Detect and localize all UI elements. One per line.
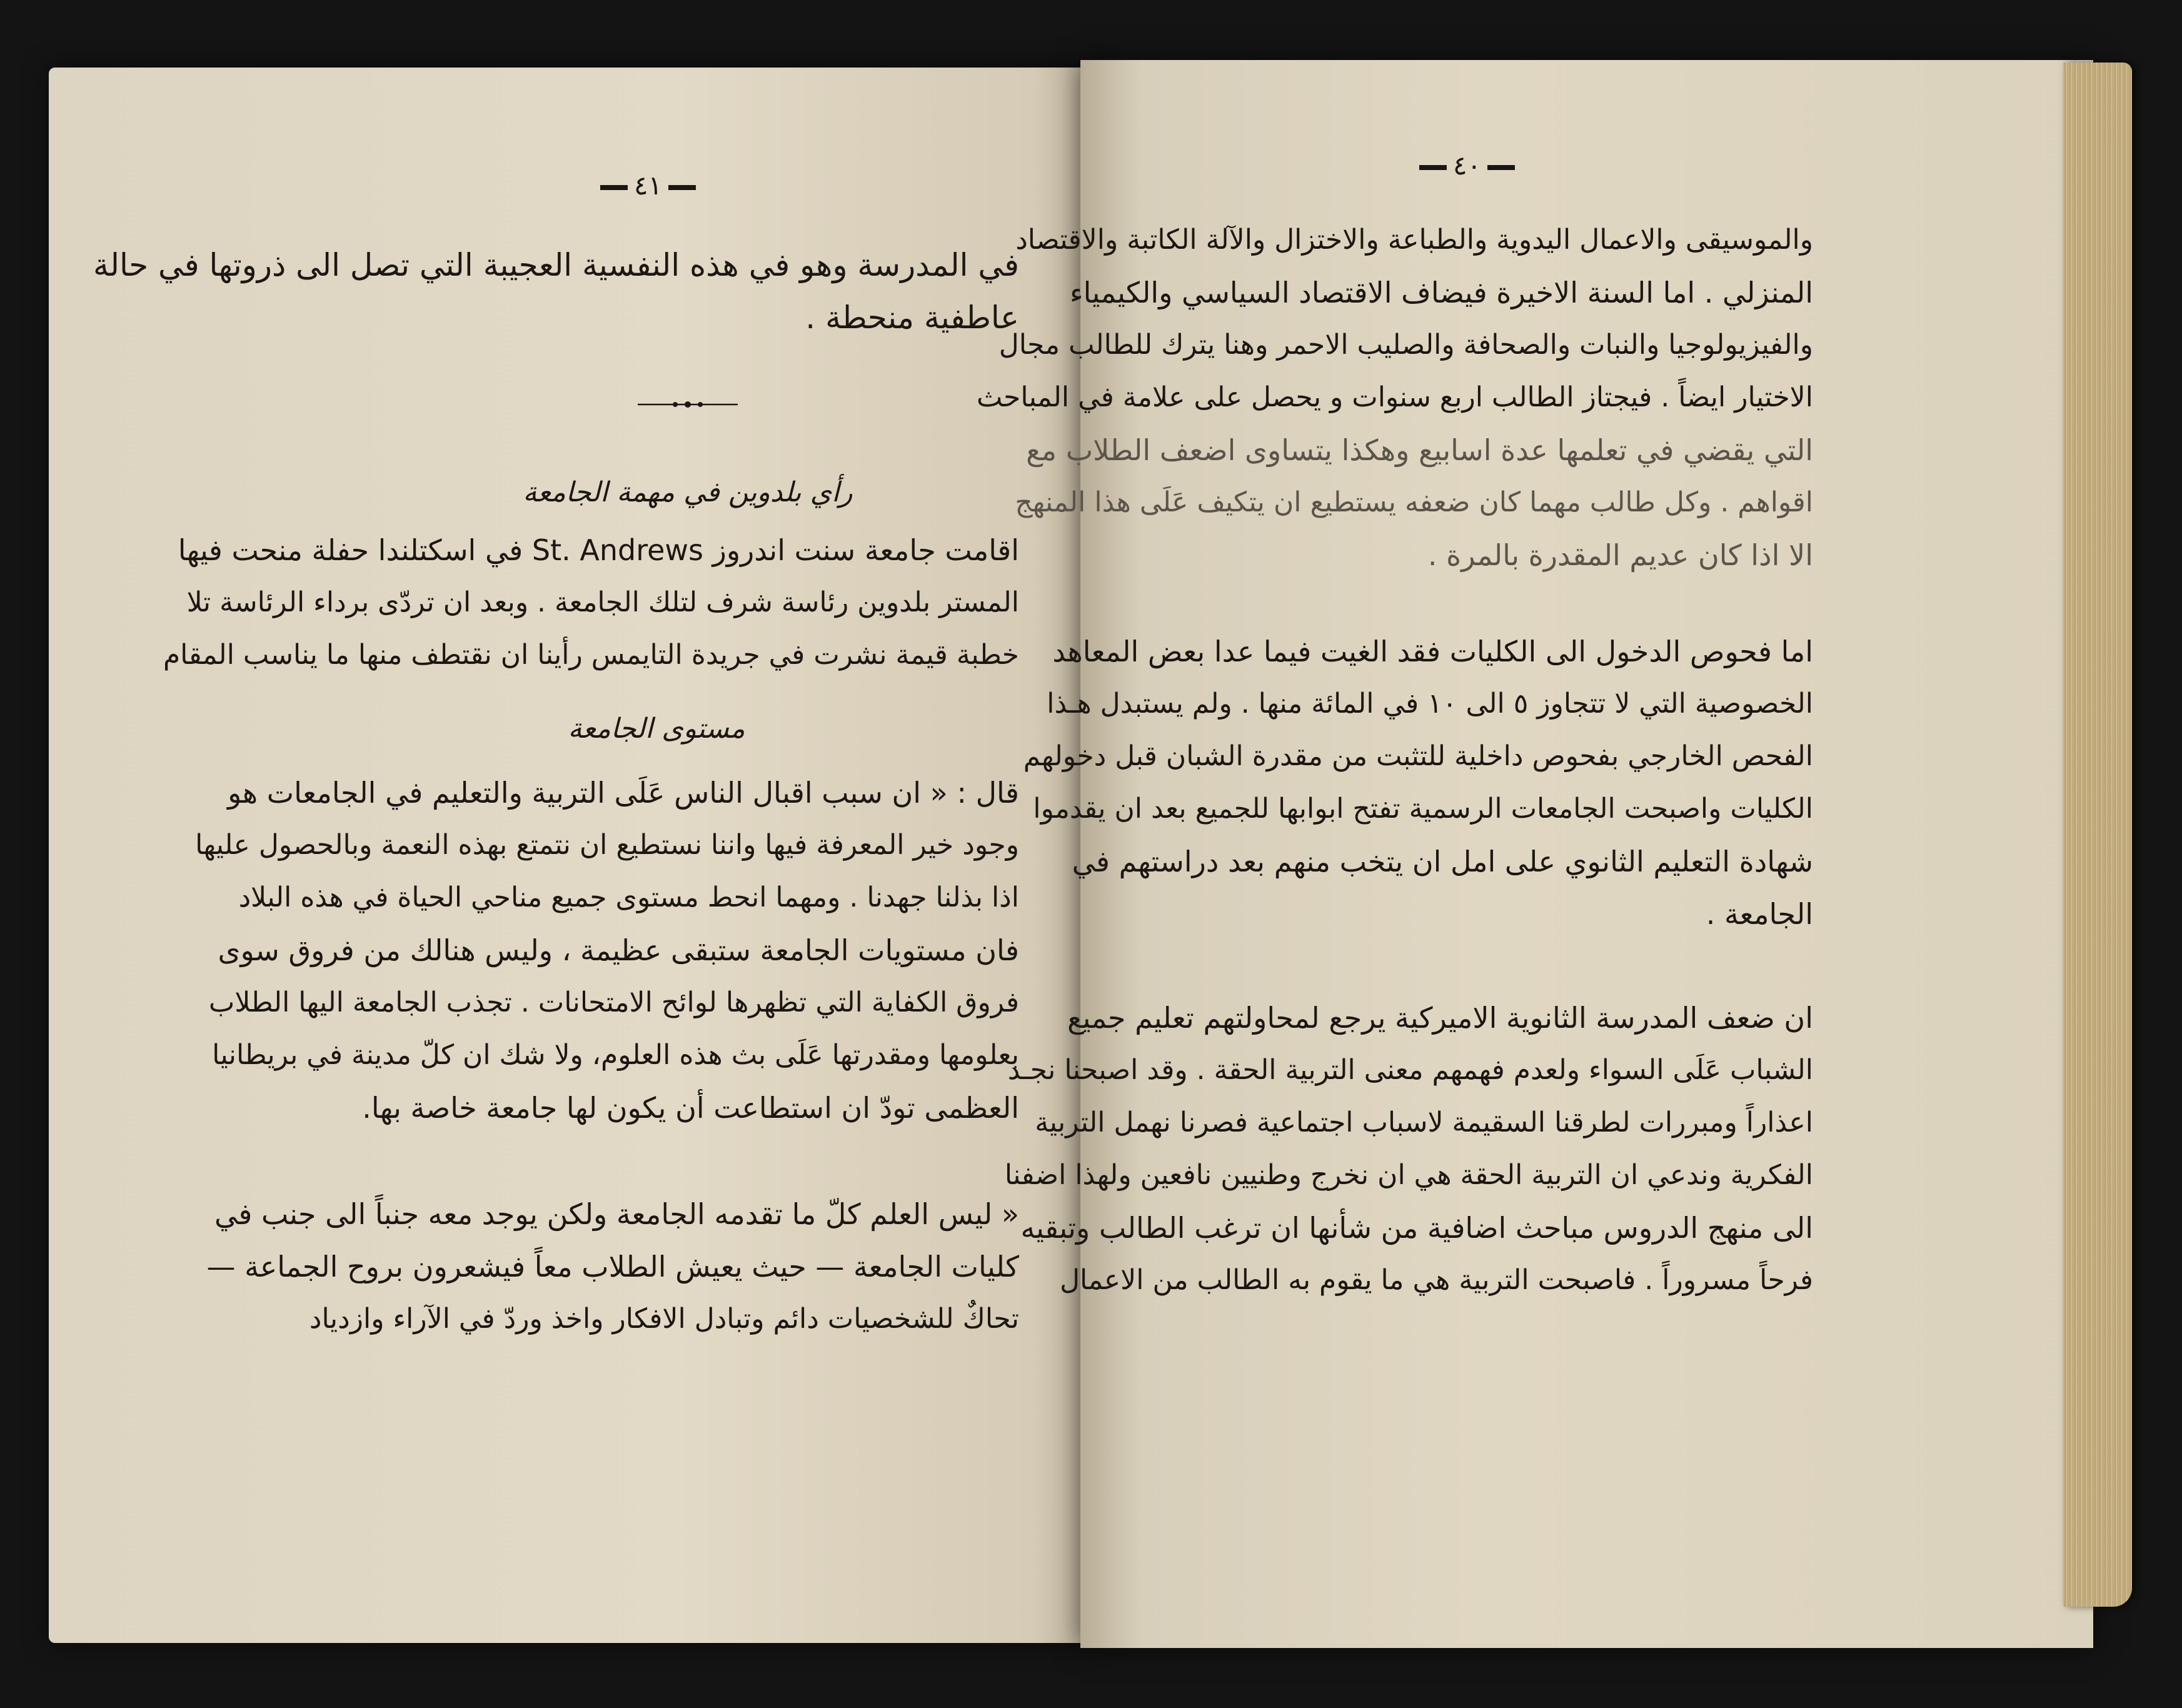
text-line: فرحاً مسروراً . فاصبحت التربية هي ما يقوم به الطالب من الاعمال [1060,1264,1813,1296]
text-line: اذا بذلنا جهدنا . ومهما انحط مستوى جميع مناحي الحياة في هذه البلاد [238,882,1019,913]
text-line: الكليات واصبحت الجامعات الرسمية تفتح ابوابها للجميع بعد ان يقدموا [1033,793,1813,825]
quote-paragraph [195,766,1019,1134]
text-line: اقامت جامعة سنت اندروز St. Andrews في اسكتلندا حفلة منحت فيها [178,533,1019,567]
text-line: خطبة قيمة نشرت في جريدة التايمس رأينا ان نقتطف منها ما يناسب المقام [163,639,1019,671]
text-line: الاختيار ايضاً . فيجتاز الطالب اربع سنوات و يحصل على علامة في المباحث [976,381,1813,413]
text-line: الفكرية وندعي ان التربية الحقة هي ان نخرج وطنيين نافعين ولهذا اضفنا [1004,1159,1813,1191]
text-line: والفيزيولوجيا والنبات والصحافة والصليب الاحمر وهنا يترك للطالب مجال [998,329,1813,361]
text-line: الا اذا كان عديم المقدرة بالمرة . [1427,538,1813,572]
left-page-number: ٤١ [594,170,702,201]
text-line: تحاكٌ للشخصيات دائم وتبادل الافكار واخذ وردّ في الآراء وازدياد [309,1303,1019,1335]
left-top-paragraph [93,239,1019,344]
text-line: الخصوصية التي لا تتجاوز ٥ الى ١٠ في المائة منها . ولم يستبدل هـذا [1047,688,1813,720]
right-paragraph-1 [976,214,1813,581]
text-line: المنزلي . اما السنة الاخيرة فيضاف الاقتصاد السياسي والكيمياء [1070,276,1813,309]
text-line: اعذاراً ومبررات لطرقنا السقيمة لاسباب اجتماعية فصرنا نهمل التربية [1035,1107,1813,1138]
text-line: اقواهم . وكل طالب مهما كان ضعفه يستطيع ان يتكيف عَلَى هذا المنهج [1015,486,1813,518]
right-paragraph-3 [1004,992,1813,1307]
page-edges [2063,63,2132,1607]
text-line: ان ضعف المدرسة الثانوية الاميركية يرجع لمحاولتهم تعليم جميع [1067,1001,1813,1035]
text-line: التي يقضي في تعلمها عدة اسابيع وهكذا يتساوى اضعف الطلاب مع [1026,433,1813,467]
text-line: فروق الكفاية التي تظهرها لوائح الامتحانات . تجذب الجامعة اليها الطلاب [208,987,1019,1018]
section-heading: رأي بلدوين في مهمة الجامعة [523,476,853,508]
text-line: شهادة التعليم الثانوي على امل ان يتخب منهم بعد دراستهم في [1072,845,1813,878]
text-line: المستر بلدوين رئاسة شرف لتلك الجامعة . وبعد ان تردّى برداء الرئاسة تلا [186,586,1019,618]
text-line: عاطفية منحطة . [805,299,1019,336]
right-paragraph-2 [1023,625,1813,940]
text-line: الشباب عَلَى السواء ولعدم فهمهم معنى التربية الحقة . وقد اصبحنا نجـد [1007,1054,1813,1086]
text-line: فان مستويات الجامعة ستبقى عظيمة ، وليس هنالك من فروق سوى [218,933,1019,967]
text-line: العظمى تودّ ان استطاعت أن يكون لها جامعة خاصة بها. [362,1091,1019,1125]
subsection-heading: مستوى الجامعة [568,713,745,745]
text-line: في المدرسة وهو في هذه النفسية العجيبة التي تصل الى ذروتها في حالة [93,247,1019,283]
text-line: الجامعة . [1706,897,1813,931]
text-line: كليات الجامعة — حيث يعيش الطلاب معاً فيشعرون بروح الجماعة — [206,1250,1019,1284]
text-line: اما فحوص الدخول الى الكليات فقد الغيت فيما عدا بعض المعاهد [1052,635,1813,668]
intro-paragraph [163,524,1019,681]
text-line: بعلومها ومقدرتها عَلَى بث هذه العلوم، ولا شك ان كلّ مدينة في بريطانيا [212,1039,1019,1071]
ornament-divider [638,400,738,409]
text-line: قال : « ان سبب اقبال الناس عَلَى التربية والتعليم في الجامعات هو [228,776,1019,810]
text-line: « ليس العلم كلّ ما تقدمه الجامعة ولكن يوجد معه جنباً الى جنب في [214,1197,1019,1231]
text-line: الفحص الخارجي بفحوص داخلية للتثبت من مقدرة الشبان قبل دخولهم [1023,740,1813,772]
right-page-number: ٤٠ [1413,150,1521,181]
text-line: والموسيقى والاعمال اليدوية والطباعة والاختزال والآلة الكاتبة والاقتصاد [1015,224,1813,256]
closing-paragraph [206,1188,1019,1345]
text-line: وجود خير المعرفة فيها واننا نستطيع ان نتمتع بهذه النعمة وبالحصول عليها [195,829,1019,861]
text-line: الى منهج الدروس مباحث اضافية من شأنها ان ترغب الطالب وتبقيه [1020,1211,1813,1245]
